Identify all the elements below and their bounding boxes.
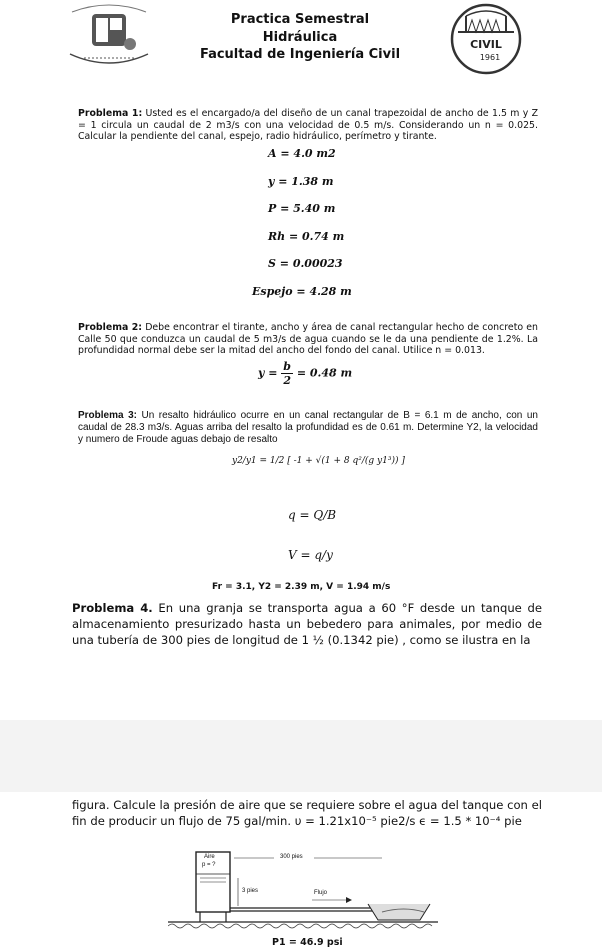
figure-label-flujo: Flujo bbox=[314, 890, 328, 896]
problem-3-text: Un resalto hidráulico ocurre en un canal rectangular de B = 6.1 m de ancho, con un caudal de 28.3 m3/s. Aguas arriba del resalto la profundidad es de 0.61 m. Determine Y2, la velocidad y numero de Froude aguas debajo de resalto bbox=[78, 410, 538, 445]
tank-pipe-diagram bbox=[168, 848, 438, 932]
eq-pendiente: S = 0.00023 bbox=[268, 257, 343, 270]
university-logo-icon bbox=[66, 4, 152, 64]
eq-denominator: 2 bbox=[283, 374, 291, 387]
eq-numerator: b bbox=[283, 360, 291, 373]
civil-logo-text: CIVIL bbox=[470, 38, 502, 51]
figure-label-3-pies: 3 pies bbox=[242, 888, 259, 894]
eq-y-right: = 0.48 m bbox=[296, 366, 353, 380]
problem-2-text: Debe encontrar el tirante, ancho y área de canal rectangular hecho de concreto en Calle 50 que conduzca un caudal de 5 m3/s de agua cuando se le da una pendiente de 1.2%. La profundidad normal debe ser la mitad del ancho del fondo del canal. Utilice n = 0.013. bbox=[78, 322, 538, 356]
eq-caudal-unitario: q = Q/B bbox=[288, 508, 337, 522]
problem-3-result: Fr = 3.1, Y2 = 2.39 m, V = 1.94 m/s bbox=[212, 582, 391, 592]
eq-resalto: y2/y1 = 1/2 [ -1 + √(1 + 8 q²/(g y1³)) ] bbox=[232, 456, 405, 466]
problem-4-text-top: En una granja se transporta agua a 60 °F desde un tanque de almacenamiento presurizado hasta un bebedero para animales, por medio de una tubería de 300 pies de longitud de 1 ½ (0.1342 pie) , como se ilustra en la bbox=[72, 601, 542, 647]
figure-label-300-pies: 300 pies bbox=[280, 854, 303, 860]
problem-4-statement-bottom: figura. Calcule la presión de aire que se requiere sobre el agua del tanque con el fin de producir un flujo de 75 gal/min. υ = 1.21x10⁻⁵ pie2/s ϵ = 1.5 * 10⁻⁴ pie bbox=[72, 798, 542, 828]
problem-4-statement-top bbox=[72, 600, 542, 648]
problem-4-label: Problema 4. bbox=[72, 601, 153, 615]
eq-area: A = 4.0 m2 bbox=[268, 147, 336, 160]
document-header bbox=[0, 0, 602, 80]
eq-tirante: y = 1.38 m bbox=[268, 175, 334, 188]
problem-1-label: Problema 1: bbox=[78, 108, 143, 119]
problem-1-statement bbox=[78, 108, 538, 143]
problem-3-label: Problema 3: bbox=[78, 410, 137, 421]
page-break-band bbox=[0, 720, 602, 792]
problem-4-result: P1 = 46.9 psi bbox=[272, 937, 343, 948]
problem-1-text: Usted es el encargado/a del diseño de un canal trapezoidal de ancho de 1.5 m y Z = 1 circula un caudal de 2 m3/s con una velocidad de 0.5 m/s. Considerando un n = 0.025. Calcular la pendiente del canal, espejo, radio hidráulico, perímetro y tirante. bbox=[78, 108, 538, 142]
civil-logo-icon bbox=[438, 2, 534, 76]
figure-label-aire: Aire bbox=[204, 854, 215, 860]
tank-pipe-figure bbox=[168, 848, 438, 932]
eq-fraction bbox=[281, 360, 293, 387]
eq-radio-hidraulico: Rh = 0.74 m bbox=[268, 230, 345, 243]
problem-3-statement bbox=[78, 410, 538, 446]
eq-espejo: Espejo = 4.28 m bbox=[252, 285, 352, 298]
header-title-faculty: Facultad de Ingeniería Civil bbox=[199, 47, 401, 62]
civil-logo-year: 1961 bbox=[479, 53, 501, 62]
eq-perimetro: P = 5.40 m bbox=[268, 202, 336, 215]
header-title-course: Hidráulica bbox=[262, 30, 338, 45]
figure-label-pressure: p = ? bbox=[202, 862, 216, 868]
eq-tirante-rectangular bbox=[258, 360, 352, 387]
problem-2-statement bbox=[78, 322, 538, 357]
eq-y-left: y = bbox=[258, 366, 278, 380]
header-title-semestral: Practica Semestral bbox=[230, 12, 370, 27]
eq-velocidad: V = q/y bbox=[288, 548, 333, 562]
problem-2-label: Problema 2: bbox=[78, 322, 143, 333]
